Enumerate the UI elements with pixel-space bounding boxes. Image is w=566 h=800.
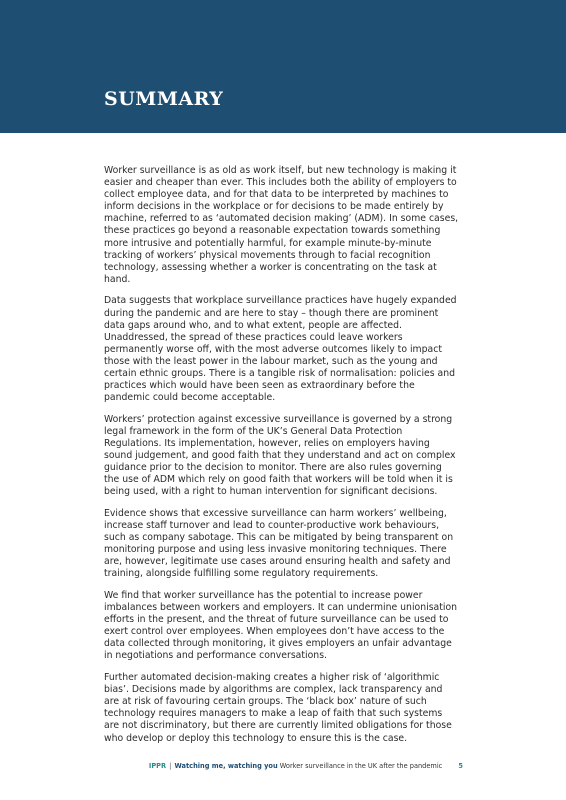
footer-separator: | xyxy=(169,762,172,770)
page-title: SUMMARY xyxy=(104,88,224,110)
footer-org: IPPR xyxy=(148,762,167,770)
paragraph: Workers’ protection against excessive surveillance is governed by a strong legal framework in the form of the UK’s General Data Protection Regulations. Its implementation, however, relies on employers having sound judgement, and good faith that they understand and act on complex guidance prior to the decision to monitor. There are also rules governing the use of ADM which rely on good faith that workers will be told when it is being used, with a right to human intervention for significant decisions. xyxy=(104,413,456,498)
body-text xyxy=(104,165,460,754)
page-footer xyxy=(0,762,463,770)
paragraph: Further automated decision-making creates a higher risk of ‘algorithmic bias’. Decisions made by algorithms are complex, lack transparency and are at risk of favouring certain groups. The ‘black box’ nature of such technology requires managers to make a leap of faith that such systems are not discriminatory, but there are currently limited obligations for those who develop or deploy this technology to ensure this is the case. xyxy=(104,672,452,744)
paragraph: Data suggests that workplace surveillance practices have hugely expanded during the pandemic and are here to stay – though there are prominent data gaps around who, and to what extent, people are affected. Unaddressed, the spread of these practices could leave workers permanently worse off, with the most adverse outcomes likely to impact those with the least power in the labour market, such as the young and certain ethnic groups. There is a tangible risk of normalisation: policies and practices which would have been seen as extraordinary before the pandemic could become acceptable. xyxy=(104,295,457,404)
paragraph: Evidence shows that excessive surveillance can harm workers’ wellbeing, increase staff turnover and lead to counter-productive work behaviours, such as company sabotage. This can be mitigated by being transparent on monitoring purpose and using less invasive monitoring techniques. There are, however, legitimate use cases around ensuring health and safety and training, alongside fulfilling some regulatory requirements. xyxy=(104,507,454,580)
footer-report-title: Watching me, watching you xyxy=(174,762,278,770)
header-band xyxy=(0,0,566,133)
paragraph: We find that worker surveillance has the potential to increase power imbalances between workers and employers. It can undermine unionisation efforts in the present, and the threat of future surveillance can be used to exert control over employees. When employees don’t have access to the data collected through monitoring, it gives employers an unfair advantage in negotiations and performance conversations. xyxy=(104,590,458,662)
paragraph: Worker surveillance is as old as work itself, but new technology is making it easier and cheaper than ever. This includes both the ability of employers to collect employee data, and for that data to be interpreted by machines to inform decisions in the workplace or for decisions to be made entirely by machine, referred to as ‘automated decision making’ (ADM). In some cases, these practices go beyond a reasonable expectation towards something more intrusive and potentially harmful, for example minute-by-minute tracking of workers’ physical movements through to facial recognition technology, assessing whether a worker is concentrating on the task at hand. xyxy=(104,165,459,285)
page-number: 5 xyxy=(458,762,463,770)
footer-subtitle: Worker surveillance in the UK after the pandemic xyxy=(279,762,443,770)
